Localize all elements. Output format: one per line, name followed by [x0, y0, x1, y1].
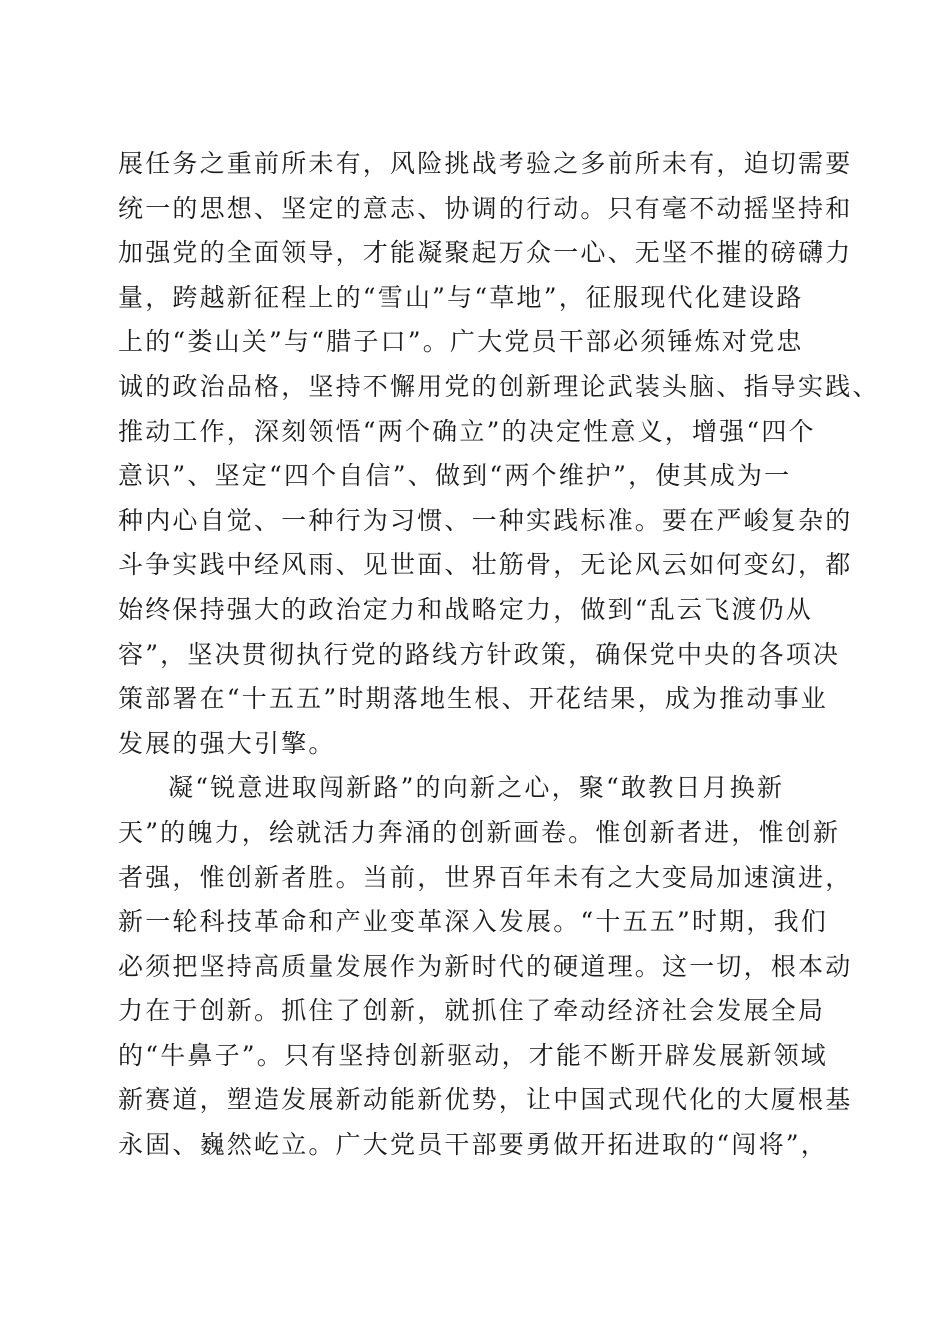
text-line: 者强，惟创新者胜。当前，世界百年未有之大变局加速演进， [118, 862, 853, 892]
text-line: 容”，坚决贯彻执行党的路线方针政策，确保党中央的各项决 [118, 639, 841, 669]
text-line: 展任务之重前所未有，风险挑战考验之多前所未有，迫切需要 [118, 149, 853, 178]
paragraph-1 [118, 142, 880, 766]
text-line: 种内心自觉、一种行为习惯、一种实践标准。要在严峻复杂的 [118, 505, 853, 535]
body-text [118, 142, 880, 1168]
text-line: 凝“锐意进取闯新路”的向新之心，聚“敢教日月换新 [168, 773, 785, 803]
text-line: 永固、巍然屹立。广大党员干部要勇做开拓进取的“闯将”， [118, 1130, 828, 1160]
text-line: 斗争实践中经风雨、见世面、壮筋骨，无论风云如何变幻，都 [118, 550, 853, 580]
text-line: 量，跨越新征程上的“雪山”与“草地”，征服现代化建设路 [118, 282, 804, 312]
text-line: 加强党的全面领导，才能凝聚起万众一心、无坚不摧的磅礴力 [118, 238, 853, 268]
text-line: 意识”、坚定“四个自信”、做到“两个维护”，使其成为一 [118, 461, 792, 491]
text-line: 始终保持强大的政治定力和战略定力，做到“乱云飞渡仍从 [118, 594, 813, 624]
text-line: 上的“娄山关”与“腊子口”。广大党员干部必须锤炼对党忠 [118, 327, 804, 357]
text-line: 策部署在“十五五”时期落地生根、开花结果，成为推动事业 [118, 684, 828, 714]
text-line: 新一轮科技革命和产业变革深入发展。“十五五”时期，我们 [118, 907, 828, 937]
text-line: 天”的魄力，绘就活力奔涌的创新画卷。惟创新者进，惟创新 [118, 817, 841, 847]
paragraph-2 [118, 766, 853, 1167]
text-line: 的“牛鼻子”。只有坚持创新驱动，才能不断开辟发展新领域 [118, 1040, 828, 1070]
text-line: 推动工作，深刻领悟“两个确立”的决定性意义，增强“四个 [118, 416, 816, 446]
text-line: 新赛道，塑造发展新动能新优势，让中国式现代化的大厦根基 [118, 1085, 853, 1115]
text-line: 诚的政治品格，坚持不懈用党的创新理论武装头脑、指导实践、 [118, 371, 880, 401]
text-line: 统一的思想、坚定的意志、协调的行动。只有毫不动摇坚持和 [118, 193, 853, 223]
text-line: 力在于创新。抓住了创新，就抓住了牵动经济社会发展全局 [118, 996, 826, 1026]
text-line: 必须把坚持高质量发展作为新时代的硬道理。这一切，根本动 [118, 951, 853, 981]
text-line: 发展的强大引擎。 [118, 728, 336, 758]
